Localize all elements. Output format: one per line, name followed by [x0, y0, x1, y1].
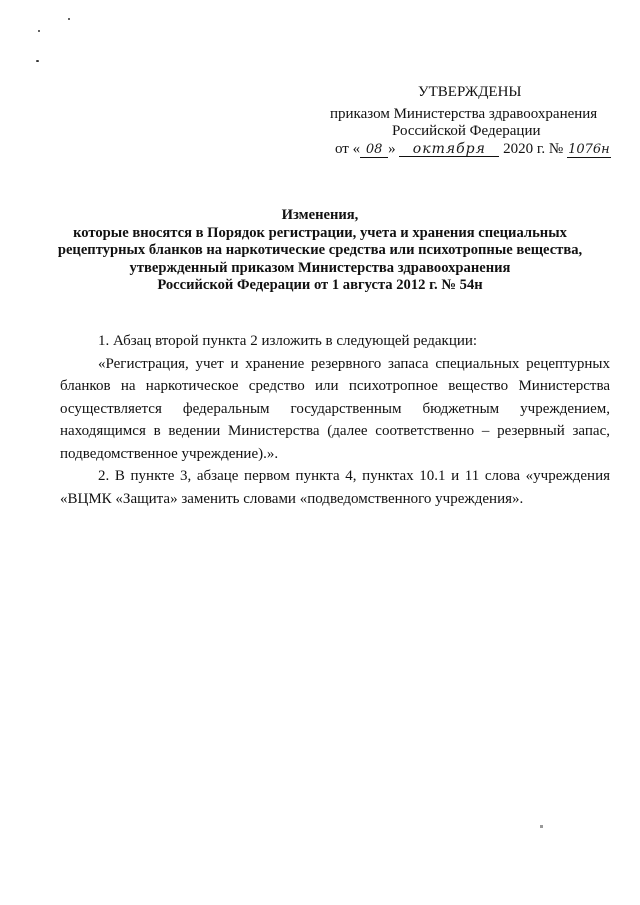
paragraph: 2. В пункте 3, абзаце первом пункта 4, пунктах 10.1 и 11 слова «учреждения «ВЦМК «Защита» заменить словами «подведомственного учреждения». — [60, 468, 610, 507]
approval-date-line — [335, 140, 611, 158]
handwritten-day: 08 — [360, 143, 388, 158]
scan-speck — [36, 60, 39, 62]
document-heading — [50, 207, 590, 295]
paragraph: 1. Абзац второй пункта 2 изложить в следующей редакции: — [98, 333, 478, 349]
handwritten-order-number: 1076н — [568, 142, 610, 157]
approval-title: УТВЕРЖДЕНЫ — [418, 84, 522, 100]
approval-federation-line: Российской Федерации — [392, 123, 541, 139]
heading-line: утвержденный приказом Министерства здравоохранения — [129, 259, 511, 276]
date-prefix: от « — [335, 141, 361, 157]
heading-line: рецептурных бланков на наркотические средства или психотропные вещества, — [57, 242, 583, 258]
document-body — [60, 330, 610, 510]
heading-line: Изменения, — [281, 207, 359, 223]
scan-mark — [540, 825, 543, 828]
heading-line: Российской Федерации от 1 августа 2012 г. № 54н — [157, 277, 483, 293]
paragraph: «Регистрация, учет и хранение резервного запаса специальных рецептурных бланков на наркотическое средство или психотропное вещество Министерства осуществляется федеральным государственным бюджетным учреждением, находящимся в ведении Министерства (далее соответственно – резервный запас, подведомственное учреждение).». — [60, 355, 610, 462]
scan-speck — [68, 18, 70, 20]
date-mid: » — [388, 141, 396, 157]
approval-ministry-line: приказом Министерства здравоохранения — [330, 106, 598, 122]
scan-speck — [38, 30, 40, 32]
heading-line: которые вносятся в Порядок регистрации, учета и хранения специальных — [73, 224, 567, 241]
date-year: 2020 г. № — [503, 141, 564, 157]
handwritten-month: октября — [399, 142, 499, 157]
